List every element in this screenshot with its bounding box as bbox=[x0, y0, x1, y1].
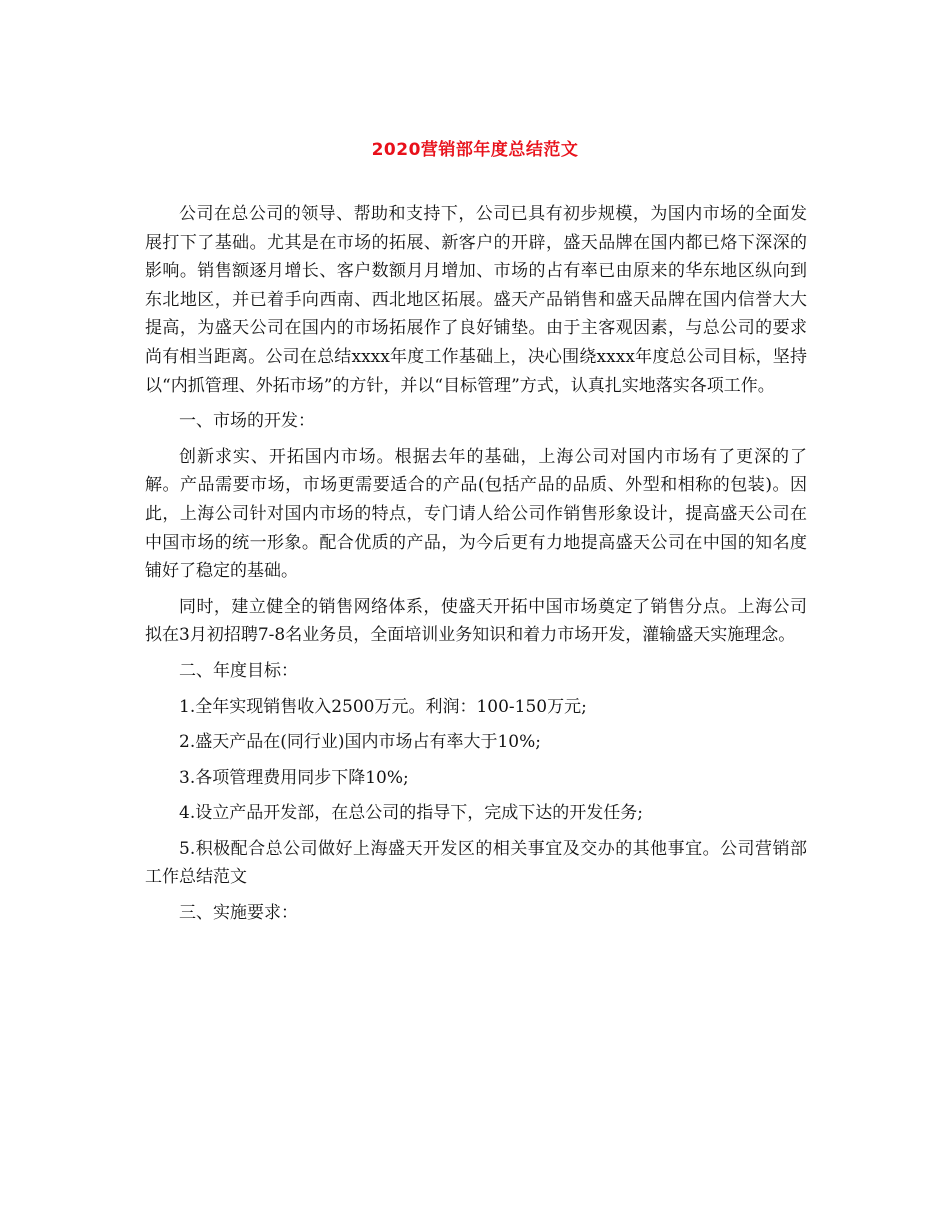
paragraph-intro: 公司在总公司的领导、帮助和支持下，公司已具有初步规模，为国内市场的全面发展打下了基础。尤其是在市场的拓展、新客户的开辟，盛天品牌在国内都已烙下深深的影响。销售额逐月增长、客户数额月月增加、市场的占有率已由原来的华东地区纵向到东北地区，并已着手向西南、西北地区拓展。盛天产品销售和盛天品牌在国内信誉大大提高，为盛天公司在国内的市场拓展作了良好铺垫。由于主客观因素，与总公司的要求尚有相当距离。公司在总结xxxx年度工作基础上，决心围绕xxxx年度总公司目标，坚持以“内抓管理、外拓市场”的方针，并以“目标管理”方式，认真扎实地落实各项工作。 bbox=[145, 204, 807, 396]
section-heading-requirements: 三、实施要求： bbox=[179, 903, 298, 924]
document-body bbox=[145, 200, 807, 935]
goal-item-3: 3.各项管理费用同步下降10%; bbox=[179, 767, 409, 788]
goal-item-1: 1.全年实现销售收入2500万元。利润：100-150万元; bbox=[179, 696, 587, 717]
goal-item-4: 4.设立产品开发部，在总公司的指导下，完成下达的开发任务; bbox=[179, 803, 643, 824]
paragraph-sales-network: 同时，建立健全的销售网络体系，使盛天开拓中国市场奠定了销售分点。上海公司拟在3月初招聘7-8名业务员，全面培训业务知识和着力市场开发，灌输盛天实施理念。 bbox=[145, 596, 807, 646]
goal-item-5: 5.积极配合总公司做好上海盛天开发区的相关事宜及交办的其他事宜。公司营销部工作总结范文 bbox=[145, 838, 807, 888]
document-title: 2020营销部年度总结范文 bbox=[371, 140, 579, 160]
paragraph-market-development: 创新求实、开拓国内市场。根据去年的基础，上海公司对国内市场有了更深的了解。产品需要市场，市场更需要适合的产品(包括产品的品质、外型和相称的包装)。因此，上海公司针对国内市场的特点，专门请人给公司作销售形象设计，提高盛天公司在中国市场的统一形象。配合优质的产品，为今后更有力地提高盛天公司在中国的知名度铺好了稳定的基础。 bbox=[145, 446, 807, 582]
goal-item-2: 2.盛天产品在(同行业)国内市场占有率大于10%; bbox=[179, 732, 541, 753]
section-heading-market: 一、市场的开发： bbox=[179, 411, 315, 432]
section-heading-annual-goals: 二、年度目标： bbox=[179, 660, 298, 681]
